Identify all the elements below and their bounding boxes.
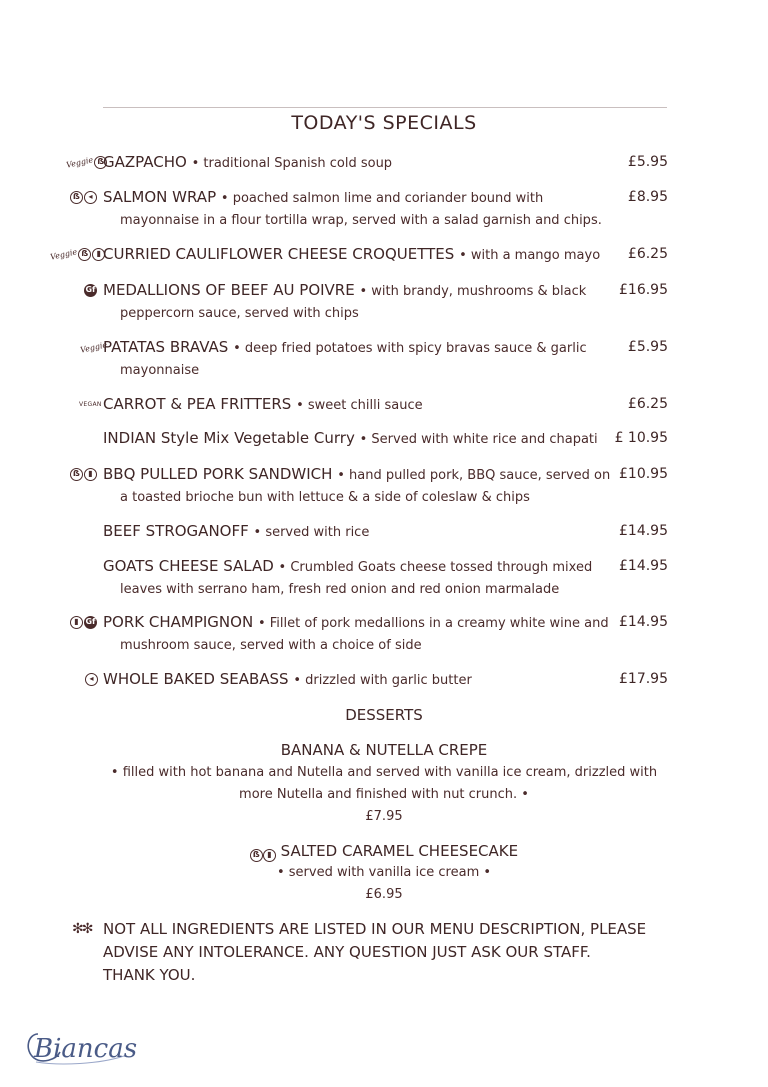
item-desc: • served with rice [253,525,370,540]
menu-item-carrot-pea-fritters [79,393,668,417]
item-desc: • Crumbled Goats cheese tossed through mixed [278,560,593,575]
item-desc: • deep fried potatoes with spicy bravas sauce & garlic [233,341,587,356]
item-desc: • traditional Spanish cold soup [191,156,393,171]
dessert-name: SALTED CARAMEL CHEESECAKE [280,842,519,860]
desserts-heading: DESSERTS [345,706,423,724]
item-name: PATATAS BRAVAS [103,338,229,356]
item-price: £17.95 [619,671,668,687]
dessert-desc: • served with vanilla ice cream • [276,865,492,880]
menu-item-bbq-pulled-pork [72,463,668,509]
gluten-free-icon: Gf [84,616,97,629]
gluten-free-icon: Gf [84,284,97,297]
item-desc-cont: mayonnaise in a flour tortilla wrap, served with a salad garnish and chips. [120,213,602,228]
veggie-icon: Veggie [79,339,108,355]
item-price: £8.95 [627,189,668,205]
item-name: WHOLE BAKED SEABASS [103,670,289,688]
item-price: £5.95 [627,339,668,355]
page-title: TODAY'S SPECIALS [291,112,477,134]
notice-line: NOT ALL INGREDIENTS ARE LISTED IN OUR MENU DESCRIPTION, PLEASE [103,920,647,938]
menu-item-croquettes [49,243,668,267]
item-name: GAZPACHO [103,153,187,171]
item-name: MEDALLIONS OF BEEF AU POIVRE [103,281,355,299]
item-name: GOATS CHEESE SALAD [103,557,274,575]
item-desc-cont: mayonnaise [120,363,200,378]
veggie-icon: Veggie [49,246,78,262]
veggie-icon: Veggie [65,154,94,170]
item-desc: • hand pulled pork, BBQ sauce, served on [337,468,611,483]
top-divider [103,107,667,108]
item-desc: • Fillet of pork medallions in a creamy white wine and [257,616,609,631]
item-desc-cont: peppercorn sauce, served with chips [120,306,359,321]
dessert-desc-cont: more Nutella and finished with nut crunch. • [239,787,529,802]
item-price: £6.25 [627,246,668,262]
allergen-icon: ẞ [94,156,107,169]
milk-icon: ▮ [263,849,276,862]
dessert-price: £6.95 [365,887,403,902]
fish-icon: ◂ [85,673,98,686]
menu-item-pork-champignon [74,611,668,657]
item-price: £6.25 [627,396,668,412]
gluten-icon: ẞ [70,191,83,204]
notice-line: ADVISE ANY INTOLERANCE. ANY QUESTION JUST ASK OUR STAFF. [103,943,591,961]
menu-item-beef-au-poivre [85,279,668,325]
item-price: £ 10.95 [614,430,668,446]
menu-item-goats-cheese-salad [103,555,668,601]
menu-item-indian-curry [103,427,668,451]
milk-icon: ▮ [84,468,97,481]
menu-item-salmon-wrap [72,186,668,232]
asterisk-icon: ✻✻ [72,921,92,937]
item-name: CURRIED CAULIFLOWER CHEESE CROQUETTES [103,245,455,263]
item-desc: • with brandy, mushrooms & black [359,284,587,299]
item-name: SALMON WRAP [103,188,217,206]
dessert-desc: • filled with hot banana and Nutella and served with vanilla ice cream, drizzled with [110,765,658,780]
item-price: £10.95 [619,466,668,482]
item-desc: • sweet chilli sauce [296,398,423,413]
allergy-notice [103,918,673,987]
item-name: CARROT & PEA FRITTERS [103,395,292,413]
milk-icon: ▮ [70,616,83,629]
menu-item-beef-stroganoff [103,520,668,544]
item-price: £14.95 [619,523,668,539]
dessert-name: BANANA & NUTELLA CREPE [280,741,488,759]
dessert-2-row [0,840,768,862]
item-desc: • Served with white rice and chapati [359,432,598,447]
vegan-icon: VEGAN [79,400,102,408]
menu-item-gazpacho [65,151,668,175]
item-desc: • poached salmon lime and coriander bound with [220,191,544,206]
item-desc-cont: leaves with serrano ham, fresh red onion and red onion marmalade [120,582,560,597]
fish-icon: ◂ [84,191,97,204]
gluten-icon: ẞ [250,849,263,862]
logo-text: Biancas [34,1034,138,1064]
item-desc: • drizzled with garlic butter [293,673,472,688]
menu-item-patatas-bravas [79,336,668,382]
menu-item-whole-baked-seabass [89,668,668,692]
gluten-icon: ẞ [78,248,91,261]
notice-line: THANK YOU. [103,966,196,984]
item-name: BBQ PULLED PORK SANDWICH [103,465,333,483]
item-price: £5.95 [627,154,668,170]
item-name: INDIAN Style Mix Vegetable Curry [103,429,355,447]
item-desc: • with a mango mayo [459,248,601,263]
item-price: £14.95 [619,614,668,630]
item-price: £16.95 [619,282,668,298]
item-price: £14.95 [619,558,668,574]
item-name: PORK CHAMPIGNON [103,613,254,631]
restaurant-logo [20,1020,138,1070]
item-desc-cont: mushroom sauce, served with a choice of side [120,638,422,653]
item-desc-cont: a toasted brioche bun with lettuce & a side of coleslaw & chips [120,490,530,505]
milk-icon: ▮ [92,248,105,261]
gluten-icon: ẞ [70,468,83,481]
item-name: BEEF STROGANOFF [103,522,249,540]
dessert-price: £7.95 [365,809,403,824]
